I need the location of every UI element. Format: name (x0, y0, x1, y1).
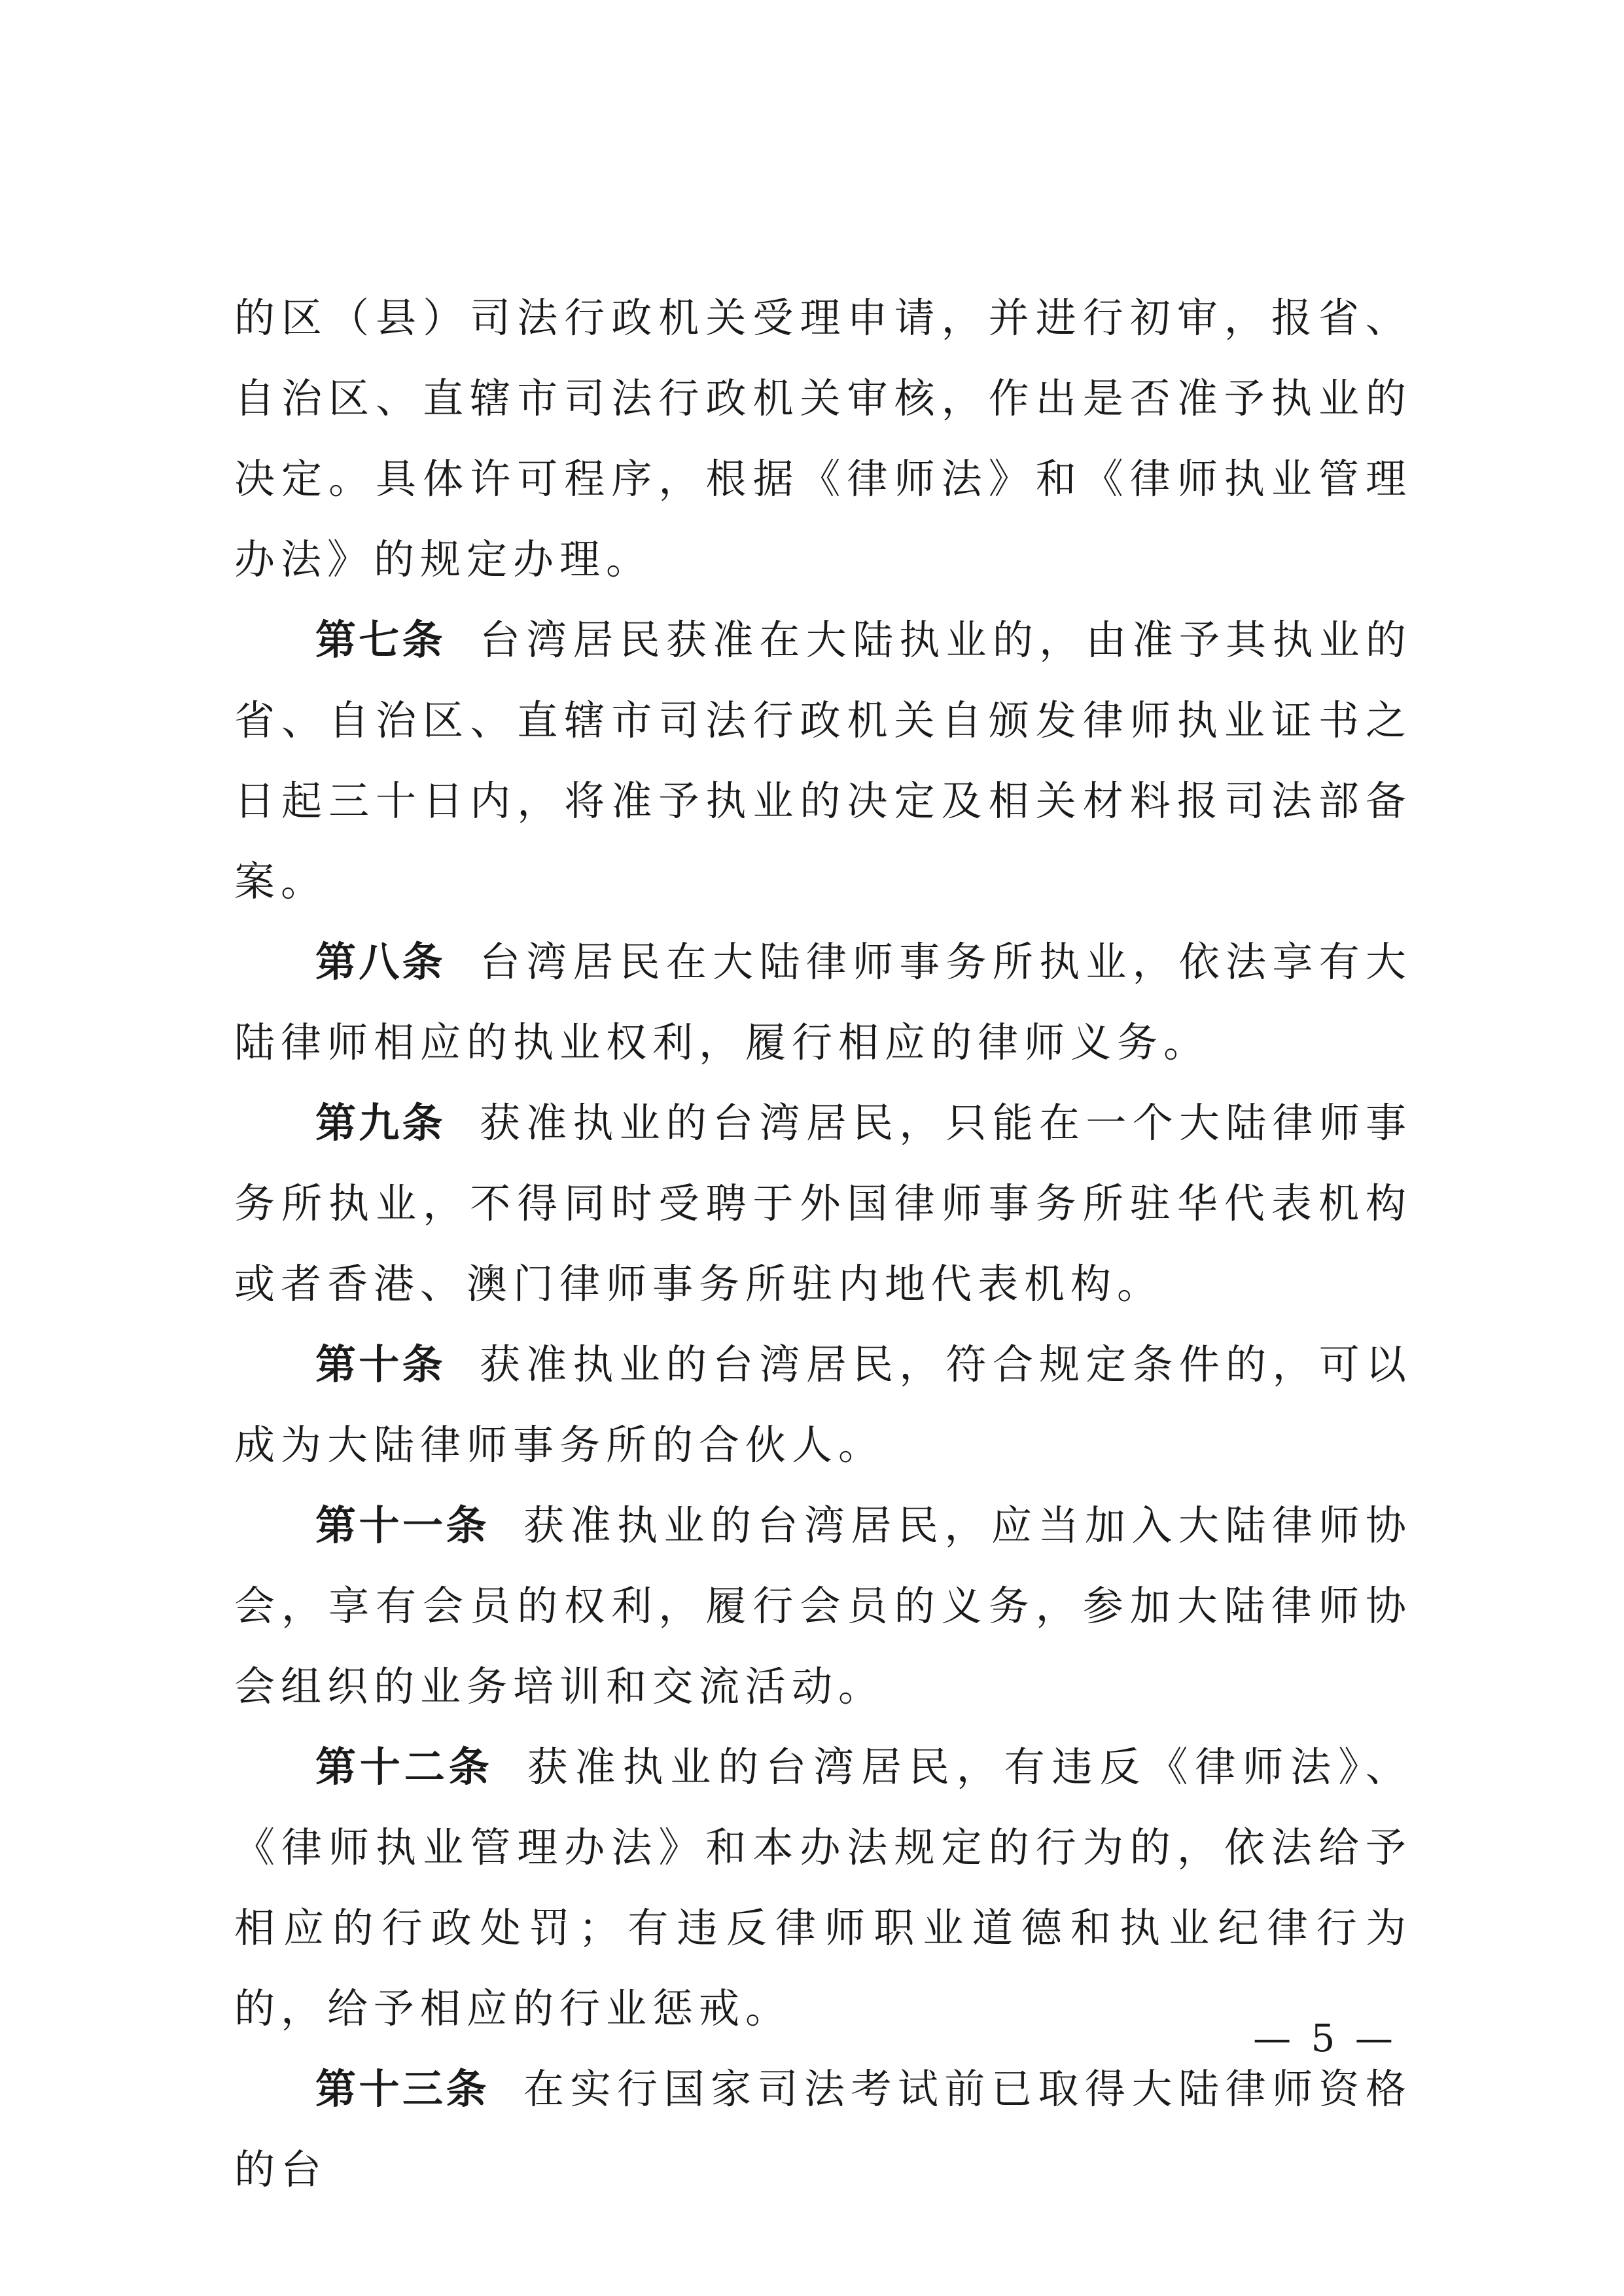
article-7 (234, 600, 1412, 922)
article-11 (234, 1485, 1412, 1727)
article-label: 第十条 (315, 1340, 446, 1388)
article-label: 第七条 (315, 616, 446, 664)
article-8 (234, 922, 1412, 1083)
article-9 (234, 1083, 1412, 1324)
paragraph-continuation (234, 278, 1412, 600)
article-text: 获准执业的台湾居民，符合规定条件的，可以成为大陆律师事务所的合伙人。 (234, 1340, 1412, 1469)
article-label: 第八条 (315, 938, 446, 986)
article-text: 在实行国家司法考试前已取得大陆律师资格的台 (234, 2065, 1412, 2193)
article-text: 台湾居民在大陆律师事务所执业，依法享有大陆律师相应的执业权利，履行相应的律师义务。 (234, 938, 1412, 1066)
article-label: 第十一条 (315, 1501, 489, 1549)
article-10 (234, 1324, 1412, 1485)
article-label: 第十二条 (315, 1743, 493, 1791)
article-text: 获准执业的台湾居民，只能在一个大陆律师事务所执业，不得同时受聘于外国律师事务所驻华代表机构或者香港、澳门律师事务所驻内地代表机构。 (234, 1099, 1412, 1308)
article-13 (234, 2049, 1412, 2210)
article-label: 第十三条 (315, 2065, 489, 2113)
paragraph-text: 的区（县）司法行政机关受理申请，并进行初审，报省、自治区、直辖市司法行政机关审核，作出是否准予执业的决定。具体许可程序，根据《律师法》和《律师执业管理办法》的规定办理。 (234, 294, 1412, 583)
page-number: — 5 — (1253, 2016, 1397, 2060)
article-text: 获准执业的台湾居民，应当加入大陆律师协会，享有会员的权利，履行会员的义务，参加大陆律师协会组织的业务培训和交流活动。 (234, 1501, 1412, 1710)
article-text: 获准执业的台湾居民，有违反《律师法》、《律师执业管理办法》和本办法规定的行为的，依法给予相应的行政处罚；有违反律师职业道德和执业纪律行为的，给予相应的行业惩戒。 (234, 1743, 1412, 2032)
article-label: 第九条 (315, 1099, 446, 1147)
document-body (234, 278, 1412, 2210)
article-12 (234, 1727, 1412, 2049)
article-text: 台湾居民获准在大陆执业的，由准予其执业的省、自治区、直辖市司法行政机关自颁发律师执业证书之日起三十日内，将准予执业的决定及相关材料报司法部备案。 (234, 616, 1412, 905)
